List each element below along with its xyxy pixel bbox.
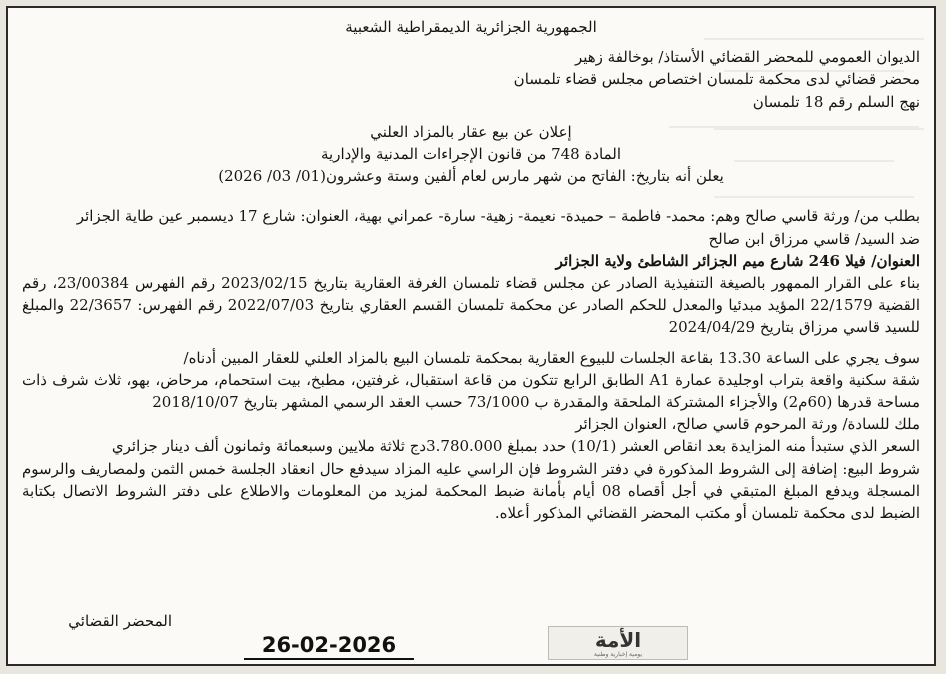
address-line: نهج السلم رقم 18 تلمسان bbox=[752, 92, 920, 111]
defendant-line: ضد السيد/ قاسي مرزاق ابن صالح bbox=[708, 229, 920, 248]
owner-line: ملك للسادة/ ورثة المرحوم قاسي صالح، العنوان الجزائر bbox=[575, 415, 920, 434]
notice-body bbox=[22, 16, 920, 620]
notice-title: إعلان عن بيع عقار بالمزاد العلني bbox=[370, 122, 572, 141]
notice-frame bbox=[6, 6, 936, 666]
defendant-address: العنوان/ فيلا 246 شارع ميم الجزائر الشاطئ ولاية الجزائر bbox=[555, 251, 920, 270]
requester-line: بطلب من/ ورثة قاسي صالح وهم: محمد- فاطمة – حميدة- نعيمة- زهية- سارة- عمراني بهية، العنوان: شارع 17 ديسمبر عين طاية الجزائر bbox=[76, 207, 920, 226]
property-description: شقة سكنية واقعة بتراب اوجليدة عمارة A1 الطابق الرابع تتكون من قاعة استقبال، غرفتين، مطبخ، بيت استحمام، مرحاض، بهو، ثلاث شرف ذات مساحة قدرها (60م2) والأجزاء المشتركة الملحقة والمقدرة ب 73/1000 حسب العقد الرسمي المشهر بتاريخ 2018/10/07 bbox=[22, 370, 920, 412]
article-line: المادة 748 من قانون الإجراءات المدنية والإدارية bbox=[321, 145, 621, 164]
price-line: السعر الذي ستبدأ منه المزايدة بعد انقاص العشر (10/1) حدد بمبلغ 3.780.000دج ثلاثة ملايين وسبعمائة وثمانون ألف دينار جزائري bbox=[111, 437, 920, 456]
publication-date: 26-02-2026 bbox=[244, 633, 414, 660]
logo-wordmark: الأمة bbox=[594, 627, 642, 652]
office-line: الديوان العمومي للمحضر القضائي الأستاذ/ بوخالفة زهير bbox=[574, 48, 920, 67]
newspaper-footer bbox=[8, 620, 934, 664]
bailiff-signature: المحضر القضائي bbox=[68, 612, 172, 630]
legal-basis: بناء على القرار الممهور بالصيغة التنفيذية الصادر عن مجلس قضاء تلمسان الغرفة العقارية بتاريخ 2023/02/15 رقم الفهرس 23/00384، رقم القضية 22/1579 المؤيد مبدئيا والمعدل للحكم الصادر عن محكمة تلمسان القسم العقاري بتاريخ 2022/07/03 رقم الفهرس: 22/3657 والمبلغ للسيد قاسي مرزاق بتاريخ 2024/04/29 bbox=[22, 274, 921, 337]
sale-conditions: شروط البيع: إضافة إلى الشروط المذكورة في دفتر الشروط فإن الراسي عليه المزاد سيدفع حال انعقاد الجلسة خمس الثمن ولمصاريف والرسوم المسجلة ويدفع المبلغ المتبقي في أجل أقصاه 08 أيام بأمانة ضبط المحكمة لمزيد من المعلومات والاطلاع على دفتر الشروط الاتصال بكتابة الضبط لدى محكمة تلمسان أو مكتب المحضر القضائي المذكور أعلاه. bbox=[22, 459, 920, 523]
sale-line: سوف يجري على الساعة 13.30 بقاعة الجلسات للبيوع العقارية بمحكمة تلمسان البيع بالمزاد العلني للعقار المبين أدناه/ bbox=[183, 348, 920, 367]
newspaper-logo bbox=[548, 626, 688, 660]
jurisdiction-line: محضر قضائي لدى محكمة تلمسان اختصاص مجلس قضاء تلمسان bbox=[513, 70, 920, 89]
republic-heading: الجمهورية الجزائرية الديمقراطية الشعبية bbox=[345, 18, 597, 36]
announce-line: يعلن أنه بتاريخ: الفاتح من شهر مارس لعام ألفين وستة وعشرون(01/ 03/ 2026) bbox=[218, 167, 724, 186]
logo-tagline: يومية إخبارية وطنية bbox=[593, 650, 643, 658]
